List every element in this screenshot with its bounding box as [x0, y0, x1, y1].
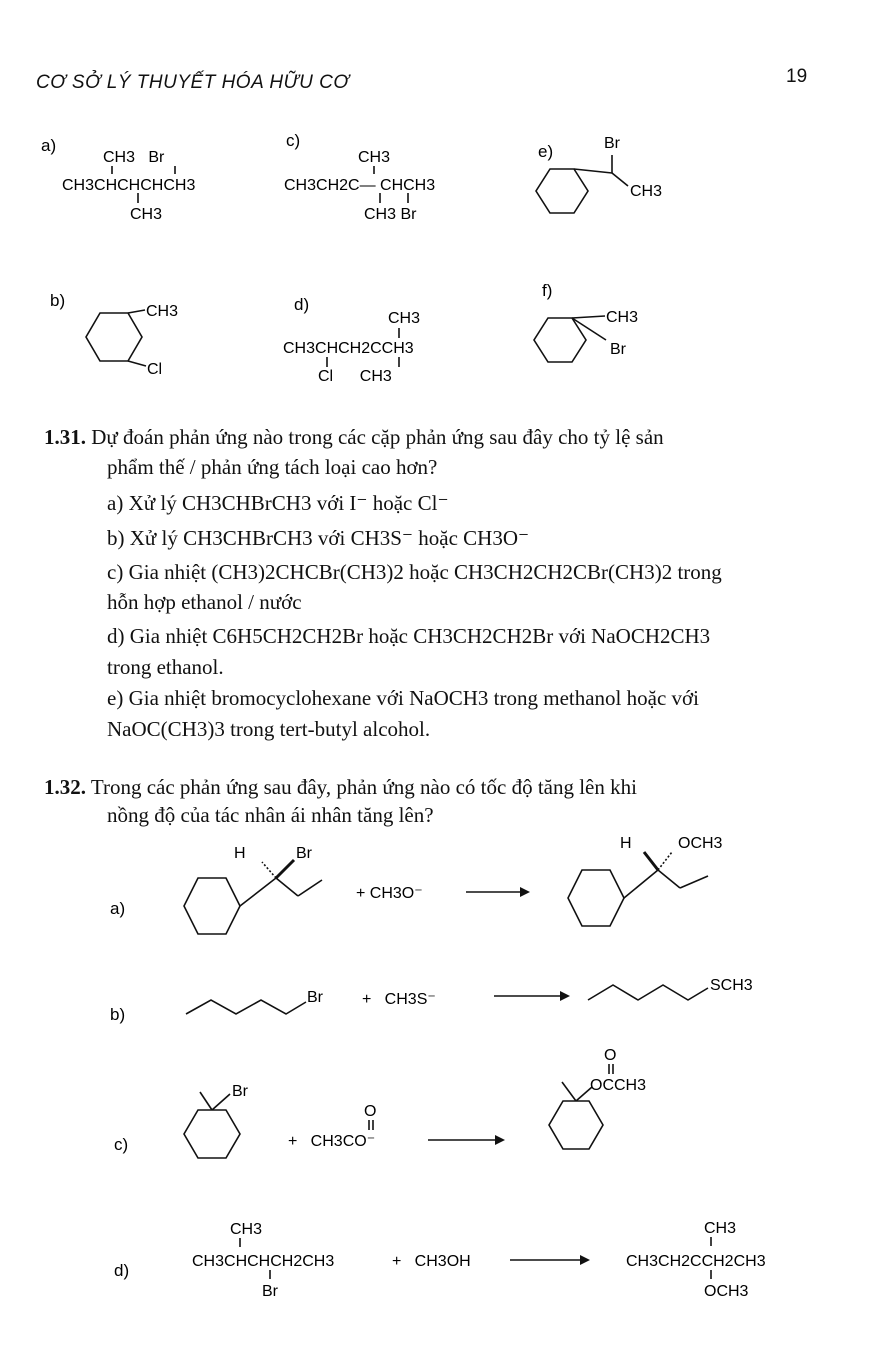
structure-b-label: b): [50, 291, 66, 310]
option-c-line2: hỗn hợp ethanol / nước: [107, 590, 302, 614]
product-c-oxygen: O: [604, 1047, 617, 1064]
reaction-c-label: c): [114, 1135, 129, 1154]
structure-a-bottom: CH3: [130, 206, 163, 223]
structure-f-label: f): [542, 281, 553, 300]
product-a-och3: OCH3: [678, 835, 723, 852]
cyclohexane-ring-e: [536, 169, 588, 213]
question-text-line1: Dự đoán phản ứng nào trong các cặp phản ứng sau đây cho tỷ lệ sản: [91, 425, 664, 449]
reagent-a: + CH3O⁻: [356, 885, 423, 902]
reactant-ring-a: [184, 878, 240, 934]
reactant-ring-c: [184, 1110, 240, 1158]
structure-a-top: CH3 Br: [103, 149, 165, 166]
product-ring-a: [568, 870, 624, 926]
reactant-a-br: Br: [296, 845, 312, 862]
reactant-a-h: H: [234, 845, 246, 862]
reactant-d-bottom: Br: [262, 1283, 278, 1300]
structure-d-bottom: Cl CH3: [318, 368, 392, 385]
structure-a-label: a): [41, 136, 57, 155]
reactant-d-top: CH3: [230, 1221, 263, 1238]
reactions-figure: [0, 830, 882, 1360]
structure-a-main: CH3CHCHCHCH3: [62, 177, 196, 194]
structure-b-ch3: CH3: [146, 303, 179, 320]
product-c-ester: OCCH3: [590, 1077, 647, 1094]
question-number: 1.32.: [44, 775, 86, 799]
reactant-b-br: Br: [307, 989, 323, 1006]
product-a-h: H: [620, 835, 632, 852]
product-d-bottom: OCH3: [704, 1283, 749, 1300]
structure-d-main: CH3CHCH2CCH3: [283, 340, 414, 357]
structure-c-bottom: CH3 Br: [364, 206, 417, 223]
reaction-b-label: b): [110, 1005, 126, 1024]
reagent-b: + CH3S⁻: [362, 991, 436, 1008]
page-number: 19: [786, 66, 808, 87]
reagent-c: + CH3CO⁻: [288, 1133, 376, 1150]
option-d-line2: trong ethanol.: [107, 655, 224, 679]
cyclohexane-ring-f: [534, 318, 586, 362]
option-a: a) Xử lý CH3CHBrCH3 với I⁻ hoặc Cl⁻: [107, 491, 449, 515]
structure-d-top: CH3: [388, 310, 421, 327]
structure-e-br: Br: [604, 135, 620, 152]
product-d-top: CH3: [704, 1220, 737, 1237]
structure-e-label: e): [538, 142, 554, 161]
structure-f-br: Br: [610, 341, 626, 358]
option-b: b) Xử lý CH3CHBrCH3 với CH3S⁻ hoặc CH3O⁻: [107, 526, 530, 550]
question-text-line2: nồng độ của tác nhân ái nhân tăng lên?: [107, 803, 434, 827]
question-text-line1: Trong các phản ứng sau đây, phản ứng nào có tốc độ tăng lên khi: [90, 775, 637, 799]
structure-c-top: CH3: [358, 149, 391, 166]
structure-c-label: c): [286, 131, 301, 150]
reagent-d: + CH3OH: [392, 1253, 471, 1270]
option-c-line1: c) Gia nhiệt (CH3)2CHCBr(CH3)2 hoặc CH3CH2CH2CBr(CH3)2 trong: [107, 560, 722, 584]
reaction-d-label: d): [114, 1261, 130, 1280]
structure-d-label: d): [294, 295, 310, 314]
product-b-sch3: SCH3: [710, 977, 753, 994]
structures-figure: [0, 0, 882, 400]
product-ring-c: [549, 1101, 603, 1149]
question-text-line2: phẩm thế / phản ứng tách loại cao hơn?: [107, 455, 438, 479]
question-number: 1.31.: [44, 425, 86, 449]
cyclohexane-ring-b: [86, 313, 142, 361]
structure-e-ch3: CH3: [630, 183, 663, 200]
option-e-line1: e) Gia nhiệt bromocyclohexane với NaOCH3 trong methanol hoặc với: [107, 686, 699, 710]
structure-f-ch3: CH3: [606, 309, 639, 326]
product-d-main: CH3CH2CCH2CH3: [626, 1253, 766, 1270]
reactant-d-main: CH3CHCHCH2CH3: [192, 1253, 335, 1270]
reaction-a-label: a): [110, 899, 126, 918]
reagent-c-oxygen: O: [364, 1103, 377, 1120]
reactant-c-br: Br: [232, 1083, 248, 1100]
option-d-line1: d) Gia nhiệt C6H5CH2CH2Br hoặc CH3CH2CH2Br với NaOCH2CH3: [107, 624, 711, 648]
structure-c-main: CH3CH2C— CHCH3: [284, 177, 436, 194]
structure-b-cl: Cl: [147, 361, 163, 378]
running-header-title: CƠ SỞ LÝ THUYẾT HÓA HỮU CƠ: [36, 72, 350, 93]
option-e-line2: NaOC(CH3)3 trong tert-butyl alcohol.: [107, 717, 431, 741]
